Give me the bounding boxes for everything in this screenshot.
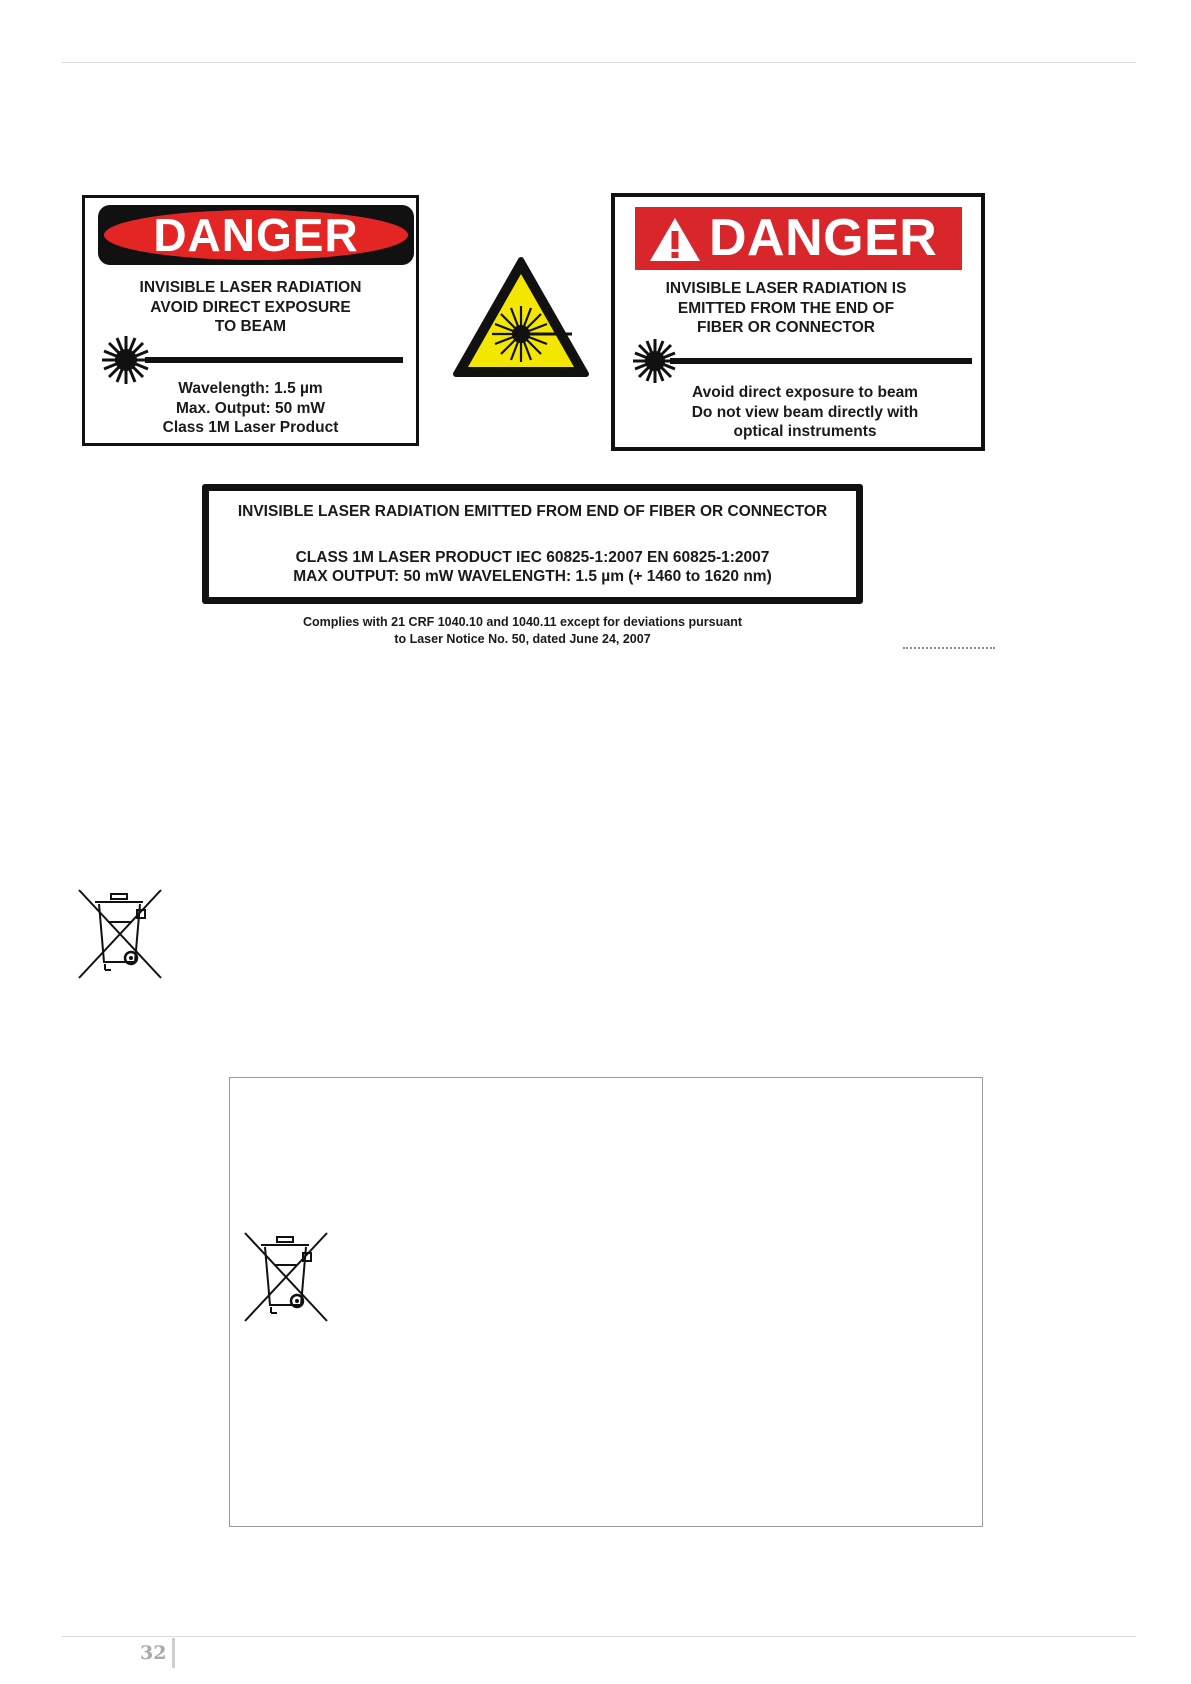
- warning-line-3: FIBER OR CONNECTOR: [697, 319, 875, 336]
- signal-word-right: DANGER: [709, 209, 938, 267]
- advice-line-3: optical instruments: [733, 423, 877, 440]
- laser-beam-line: [145, 357, 403, 363]
- danger-label-left: [82, 195, 419, 446]
- label-output-line: MAX OUTPUT: 50 mW WAVELENGTH: 1.5 µm (+ 1460 to 1620 nm): [293, 568, 772, 585]
- page-number: 32: [140, 1642, 167, 1664]
- danger-header-left: [98, 205, 414, 265]
- advice-line-1: Avoid direct exposure to beam: [692, 384, 918, 401]
- warning-line-2: AVOID DIRECT EXPOSURE: [150, 298, 351, 316]
- laser-beam-line: [670, 358, 972, 364]
- label-class-line: CLASS 1M LASER PRODUCT IEC 60825-1:2007 EN 60825-1:2007: [295, 549, 770, 566]
- crossed-bin-icon: [243, 1231, 329, 1323]
- danger-label-right: [611, 193, 985, 451]
- header-rule: [62, 62, 1136, 63]
- warning-triangle-icon: [647, 215, 703, 264]
- warning-line-1: INVISIBLE LASER RADIATION IS: [665, 280, 907, 297]
- compliance-statement: [250, 614, 795, 648]
- footer-rule: [62, 1636, 1136, 1637]
- danger-header-right: [635, 207, 962, 270]
- compliance-line-2: to Laser Notice No. 50, dated June 24, 2007: [394, 632, 651, 646]
- compliance-line-1: Complies with 21 CRF 1040.10 and 1040.11 except for deviations pursuant: [302, 615, 743, 629]
- warning-line-1: INVISIBLE LASER RADIATION: [139, 279, 362, 296]
- disposal-notice-box: [229, 1077, 983, 1527]
- page-number-bar: [172, 1638, 175, 1668]
- advice-line-2: Do not view beam directly with: [691, 403, 919, 421]
- label-headline: INVISIBLE LASER RADIATION EMITTED FROM END OF FIBER OR CONNECTOR: [237, 503, 828, 520]
- warning-line-2: EMITTED FROM THE END OF: [677, 299, 895, 317]
- label-code-mark: [903, 647, 995, 652]
- spec-line-2: Max. Output: 50 mW: [176, 399, 325, 417]
- signal-word-left: DANGER: [153, 209, 359, 261]
- laser-product-label: [202, 484, 863, 604]
- laser-hazard-icon: [452, 256, 590, 380]
- spec-line-1: Wavelength: 1.5 µm: [178, 380, 323, 397]
- warning-line-3: TO BEAM: [214, 318, 287, 335]
- spec-line-3: Class 1M Laser Product: [162, 419, 339, 436]
- crossed-bin-icon: [77, 888, 163, 980]
